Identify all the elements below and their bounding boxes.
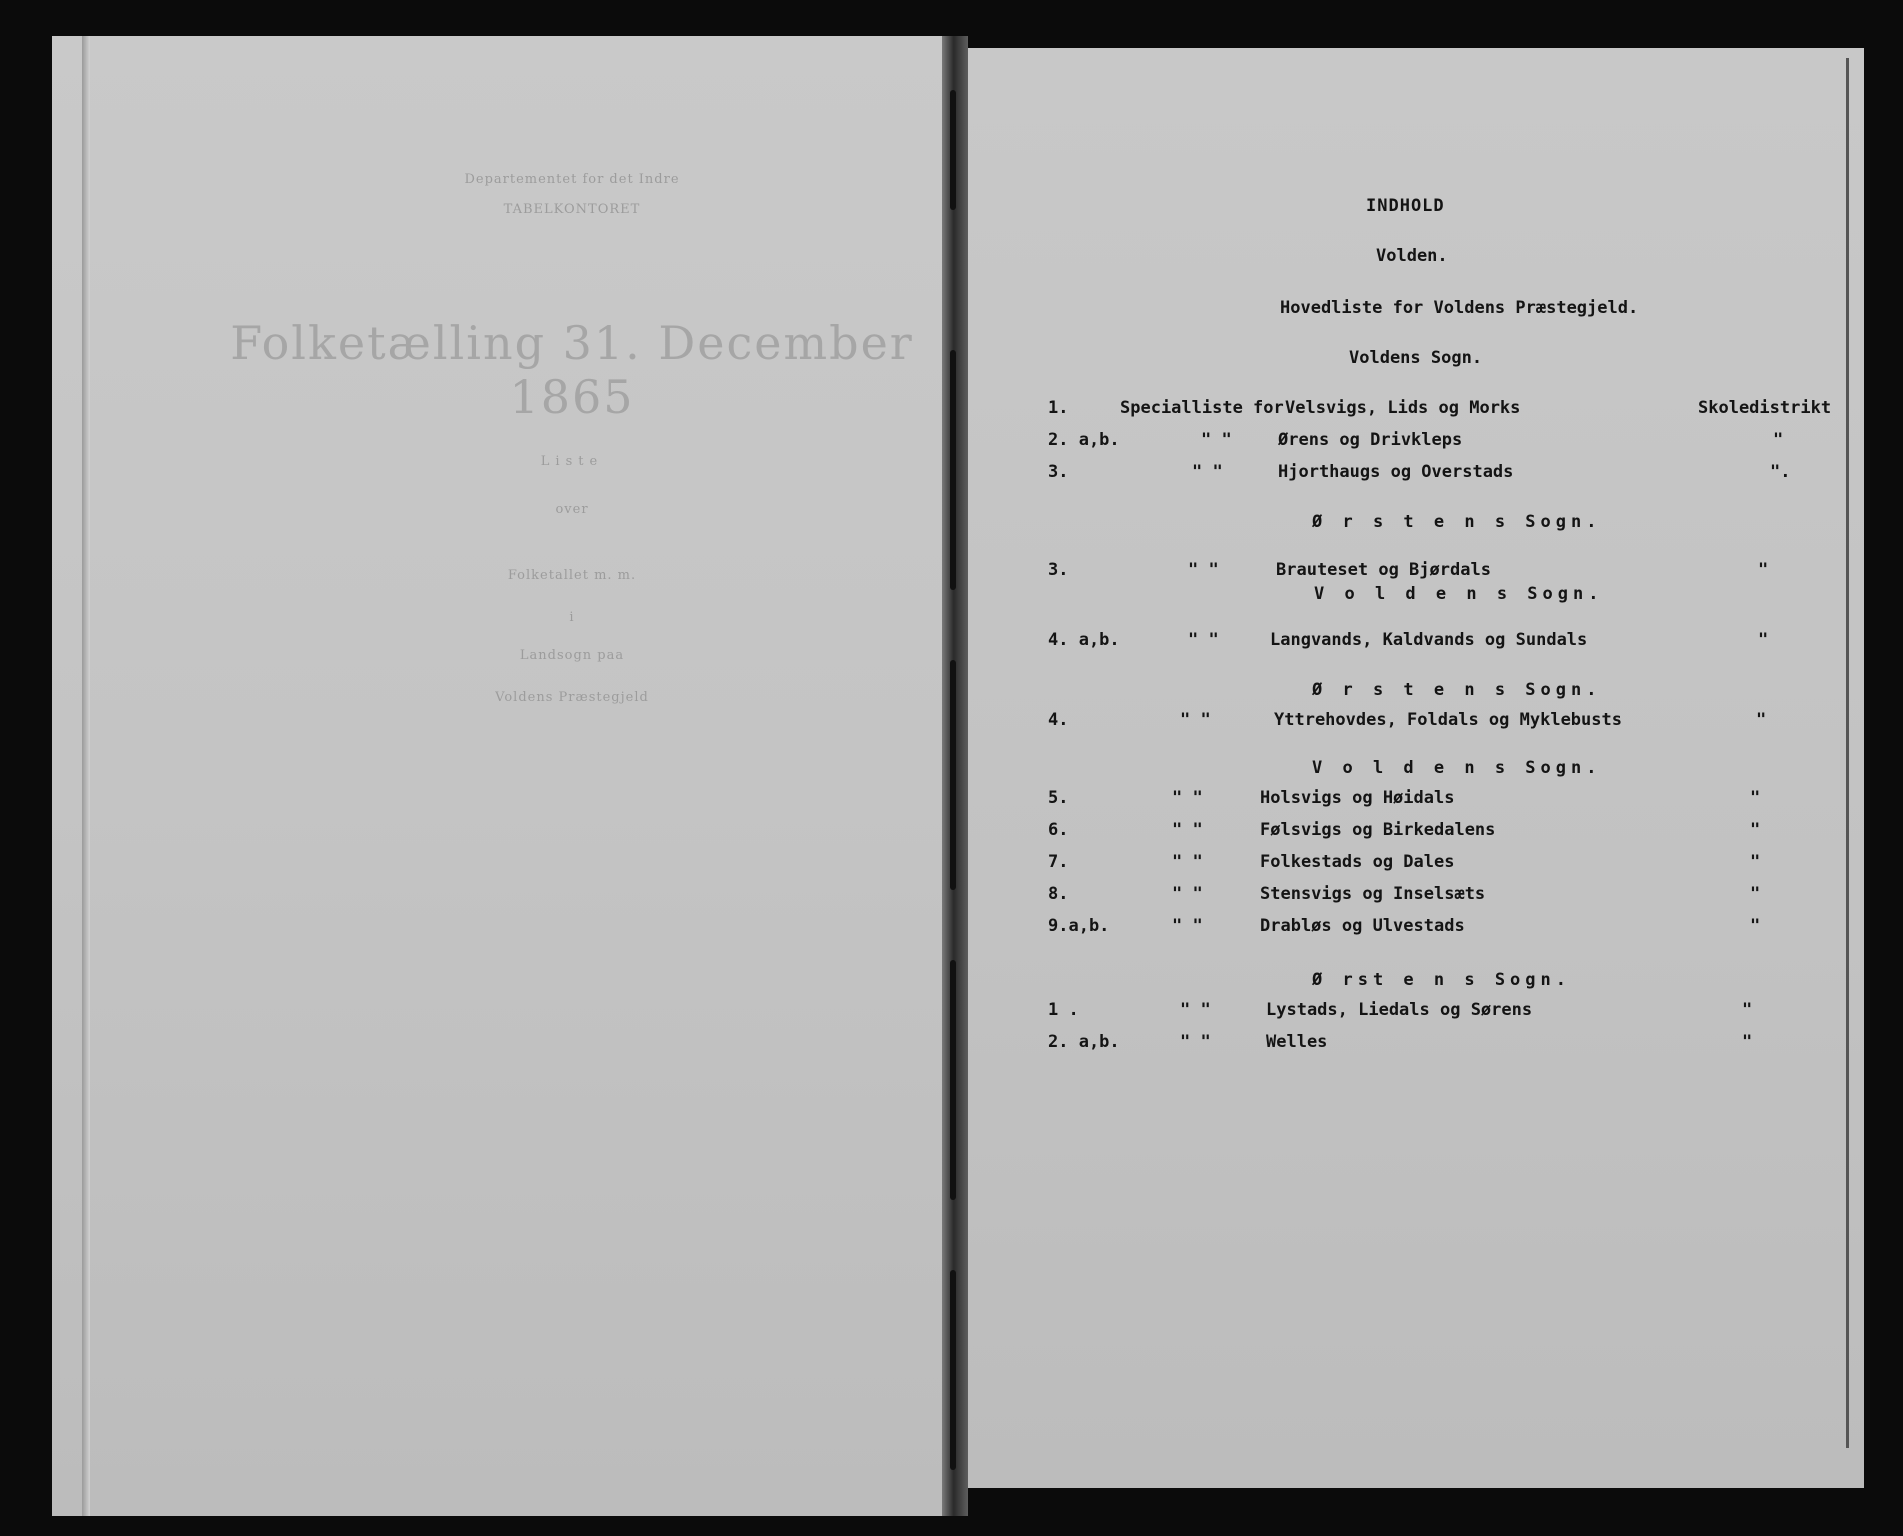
- entry-prefix: " ": [1188, 630, 1219, 650]
- entry-prefix: " ": [1172, 788, 1203, 808]
- parish-line: Landsogn paa: [519, 648, 625, 663]
- entry-number: 5.: [1048, 788, 1069, 808]
- entry-suffix: ": [1742, 1000, 1753, 1020]
- i-text: i: [569, 610, 575, 625]
- sogn-heading: Ø rst e n s Sogn.: [1312, 970, 1571, 990]
- entry-suffix: ": [1756, 710, 1767, 730]
- entry-suffix: ": [1750, 788, 1761, 808]
- entry-prefix: " ": [1172, 820, 1203, 840]
- binding-stitch: [950, 660, 956, 890]
- entry-suffix: ": [1750, 916, 1761, 936]
- sogn-heading: Ø r s t e n s Sogn.: [1312, 512, 1602, 532]
- left-page-binding-edge: [82, 36, 90, 1516]
- over-text: over: [555, 502, 589, 517]
- entry-number: 1 .: [1048, 1000, 1079, 1020]
- right-page: [968, 48, 1864, 1488]
- entry-number: 4. a,b.: [1048, 630, 1120, 650]
- entry-prefix: " ": [1172, 884, 1203, 904]
- entry-names: Stensvigs og Inselsæts: [1260, 884, 1486, 904]
- binding-stitch: [950, 90, 956, 210]
- entry-suffix: ": [1750, 884, 1761, 904]
- entry-number: 1.: [1048, 398, 1069, 418]
- entry-number: 2. a,b.: [1048, 430, 1120, 450]
- entry-prefix: " ": [1172, 916, 1203, 936]
- entry-number: 3.: [1048, 560, 1069, 580]
- entry-prefix: " ": [1192, 462, 1223, 482]
- entry-number: 9.a,b.: [1048, 916, 1110, 936]
- entry-suffix: ".: [1770, 462, 1791, 482]
- entry-names: Drabløs og Ulvestads: [1260, 916, 1465, 936]
- department-text: Departementet for det Indre: [464, 172, 680, 187]
- entry-names: Folkestads og Dales: [1260, 852, 1455, 872]
- entry-number: 4.: [1048, 710, 1069, 730]
- sogn-heading: Ø r s t e n s Sogn.: [1312, 680, 1602, 700]
- entry-names: Langvands, Kaldvands og Sundals: [1270, 630, 1588, 650]
- main-list-title: Hovedliste for Voldens Præstegjeld.: [1280, 298, 1639, 318]
- toc-heading: INDHOLD: [1366, 196, 1445, 216]
- entry-names: Welles: [1266, 1032, 1328, 1052]
- left-page: [52, 36, 942, 1516]
- entry-names: Ørens og Drivkleps: [1278, 430, 1463, 450]
- entry-prefix: " ": [1172, 852, 1203, 872]
- binding-stitch: [950, 960, 956, 1200]
- liste-text: Liste: [540, 454, 604, 469]
- entry-number: 8.: [1048, 884, 1069, 904]
- office-text: TABELKONTORET: [503, 202, 641, 217]
- entry-number: 3.: [1048, 462, 1069, 482]
- entry-prefix: " ": [1188, 560, 1219, 580]
- entry-names: Hjorthaugs og Overstads: [1278, 462, 1514, 482]
- binding-stitch: [950, 350, 956, 590]
- entry-prefix: " ": [1180, 1032, 1211, 1052]
- entry-suffix: ": [1750, 852, 1761, 872]
- entry-number: 2. a,b.: [1048, 1032, 1120, 1052]
- entry-suffix: Skoledistrikt: [1698, 398, 1832, 418]
- entry-prefix: " ": [1201, 430, 1232, 450]
- place-name: Volden.: [1376, 246, 1448, 266]
- entry-names: Holsvigs og Høidals: [1260, 788, 1455, 808]
- entry-prefix: " ": [1180, 1000, 1211, 1020]
- entry-names: Følsvigs og Birkedalens: [1260, 820, 1496, 840]
- binding-stitch: [950, 1270, 956, 1470]
- right-page-edge-line: [1846, 58, 1849, 1448]
- folketallet-text: Folketallet m. m.: [507, 568, 637, 583]
- entry-suffix: ": [1758, 630, 1769, 650]
- entry-suffix: ": [1742, 1032, 1753, 1052]
- entry-suffix: ": [1750, 820, 1761, 840]
- district-line: Voldens Præstegjeld: [495, 690, 649, 705]
- entry-names: Brauteset og Bjørdals: [1276, 560, 1491, 580]
- entry-number: 6.: [1048, 820, 1069, 840]
- entry-prefix: " ": [1180, 710, 1211, 730]
- entry-number: 7.: [1048, 852, 1069, 872]
- sogn-heading: Voldens Sogn.: [1349, 348, 1483, 368]
- entry-suffix: ": [1773, 430, 1784, 450]
- entry-names: Velsvigs, Lids og Morks: [1285, 398, 1521, 418]
- entry-suffix: ": [1758, 560, 1769, 580]
- entry-names: Lystads, Liedals og Sørens: [1266, 1000, 1533, 1020]
- census-title: Folketælling 31. December 1865: [230, 316, 914, 424]
- entry-names: Yttrehovdes, Foldals og Myklebusts: [1274, 710, 1622, 730]
- sogn-heading: V o l d e n s Sogn.: [1312, 758, 1602, 778]
- sogn-heading: V o l d e n s Sogn.: [1314, 584, 1604, 604]
- entry-prefix: Specialliste for: [1120, 398, 1284, 418]
